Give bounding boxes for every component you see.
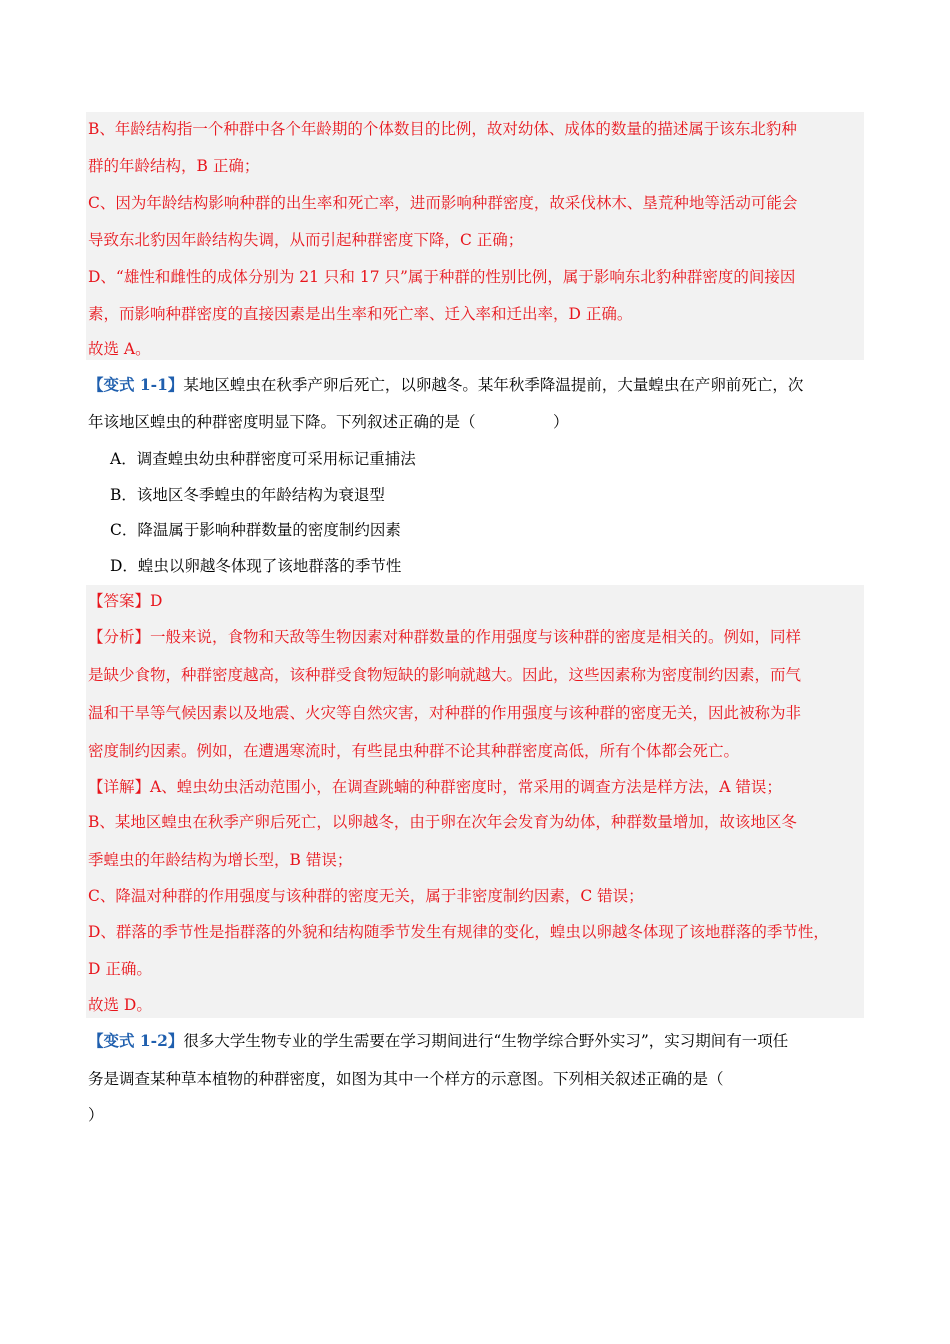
analysis-tag: 【分析】 — [88, 628, 151, 646]
detail-line — [88, 777, 864, 797]
analysis-line — [88, 627, 864, 647]
analysis-line: 温和干旱等气候因素以及地震、火灾等自然灾害，对种群的作用强度与该种群的密度无关，因此被称为非 — [88, 704, 802, 722]
option-a: A．调查蝗虫幼虫种群密度可采用标记重捕法 — [110, 450, 416, 468]
text-line: 群的年龄结构，B 正确； — [88, 157, 260, 175]
detail-text: A、蝗虫幼虫活动范围小，在调查跳蝻的种群密度时，常采用的调查方法是样方法，A 错误； — [150, 778, 782, 796]
analysis-line: 密度制约因素。例如，在遭遇寒流时，有些昆虫种群不论其种群密度高低，所有个体都会死亡。 — [88, 742, 740, 760]
option-c: C．降温属于影响种群数量的密度制约因素 — [110, 521, 401, 539]
text-line: 导致东北豹因年龄结构失调，从而引起种群密度下降，C 正确； — [88, 231, 524, 249]
detail-line: D、群落的季节性是指群落的外貌和结构随季节发生有规律的变化，蝗虫以卵越冬体现了该地群落的季节性， — [88, 923, 829, 941]
explanation-shade-2 — [86, 585, 864, 1018]
question-stem-line: ） — [88, 1106, 104, 1124]
detail-line: 季蝗虫的年龄结构为增长型，B 错误； — [88, 851, 353, 869]
answer: 【答案】D — [88, 592, 163, 610]
question-tag: 【变式 1-2】 — [88, 1031, 184, 1050]
question-stem-text: 某地区蝗虫在秋季产卵后死亡，以卵越冬。某年秋季降温提前，大量蝗虫在产卵前死亡，次 — [183, 376, 804, 394]
detail-line: B、某地区蝗虫在秋季产卵后死亡，以卵越冬，由于卵在次年会发育为幼体，种群数量增加，故该地区冬 — [88, 813, 797, 831]
detail-tag: 【详解】 — [88, 778, 151, 796]
detail-line: 故选 D。 — [88, 996, 152, 1014]
detail-line: D 正确。 — [88, 960, 152, 978]
question-stem — [88, 375, 864, 395]
question-stem — [88, 1031, 864, 1051]
text-line: 素，而影响种群密度的直接因素是出生率和死亡率、迁入率和迁出率，D 正确。 — [88, 305, 633, 323]
question-stem-text: 很多大学生物专业的学生需要在学习期间进行“生物学综合野外实习”，实习期间有一项任 — [183, 1032, 789, 1050]
analysis-line: 是缺少食物，种群密度越高，该种群受食物短缺的影响就越大。因此，这些因素称为密度制约因素，而气 — [88, 666, 802, 684]
analysis-text: 一般来说，食物和天敌等生物因素对种群数量的作用强度与该种群的密度是相关的。例如，同样 — [150, 628, 802, 646]
question-stem-line: 年该地区蝗虫的种群密度明显下降。下列叙述正确的是（ ） — [88, 413, 569, 431]
text-line: C、因为年龄结构影响种群的出生率和死亡率，进而影响种群密度，故采伐林木、垦荒种地等活动可能会 — [88, 194, 798, 212]
detail-line: C、降温对种群的作用强度与该种群的密度无关，属于非密度制约因素，C 错误； — [88, 887, 644, 905]
text-line: B、年龄结构指一个种群中各个年龄期的个体数目的比例，故对幼体、成体的数量的描述属于该东北豹种 — [88, 120, 797, 138]
text-line: 故选 A。 — [88, 340, 151, 358]
text-line: D、“雄性和雌性的成体分别为 21 只和 17 只”属于种群的性别比例，属于影响东北豹种群密度的间接因 — [88, 268, 796, 286]
option-d: D．蝗虫以卵越冬体现了该地群落的季节性 — [110, 557, 402, 575]
question-tag: 【变式 1-1】 — [88, 375, 184, 394]
question-stem-line: 务是调查某种草本植物的种群密度，如图为其中一个样方的示意图。下列相关叙述正确的是（ — [88, 1070, 724, 1088]
option-b: B．该地区冬季蝗虫的年龄结构为衰退型 — [110, 486, 385, 504]
